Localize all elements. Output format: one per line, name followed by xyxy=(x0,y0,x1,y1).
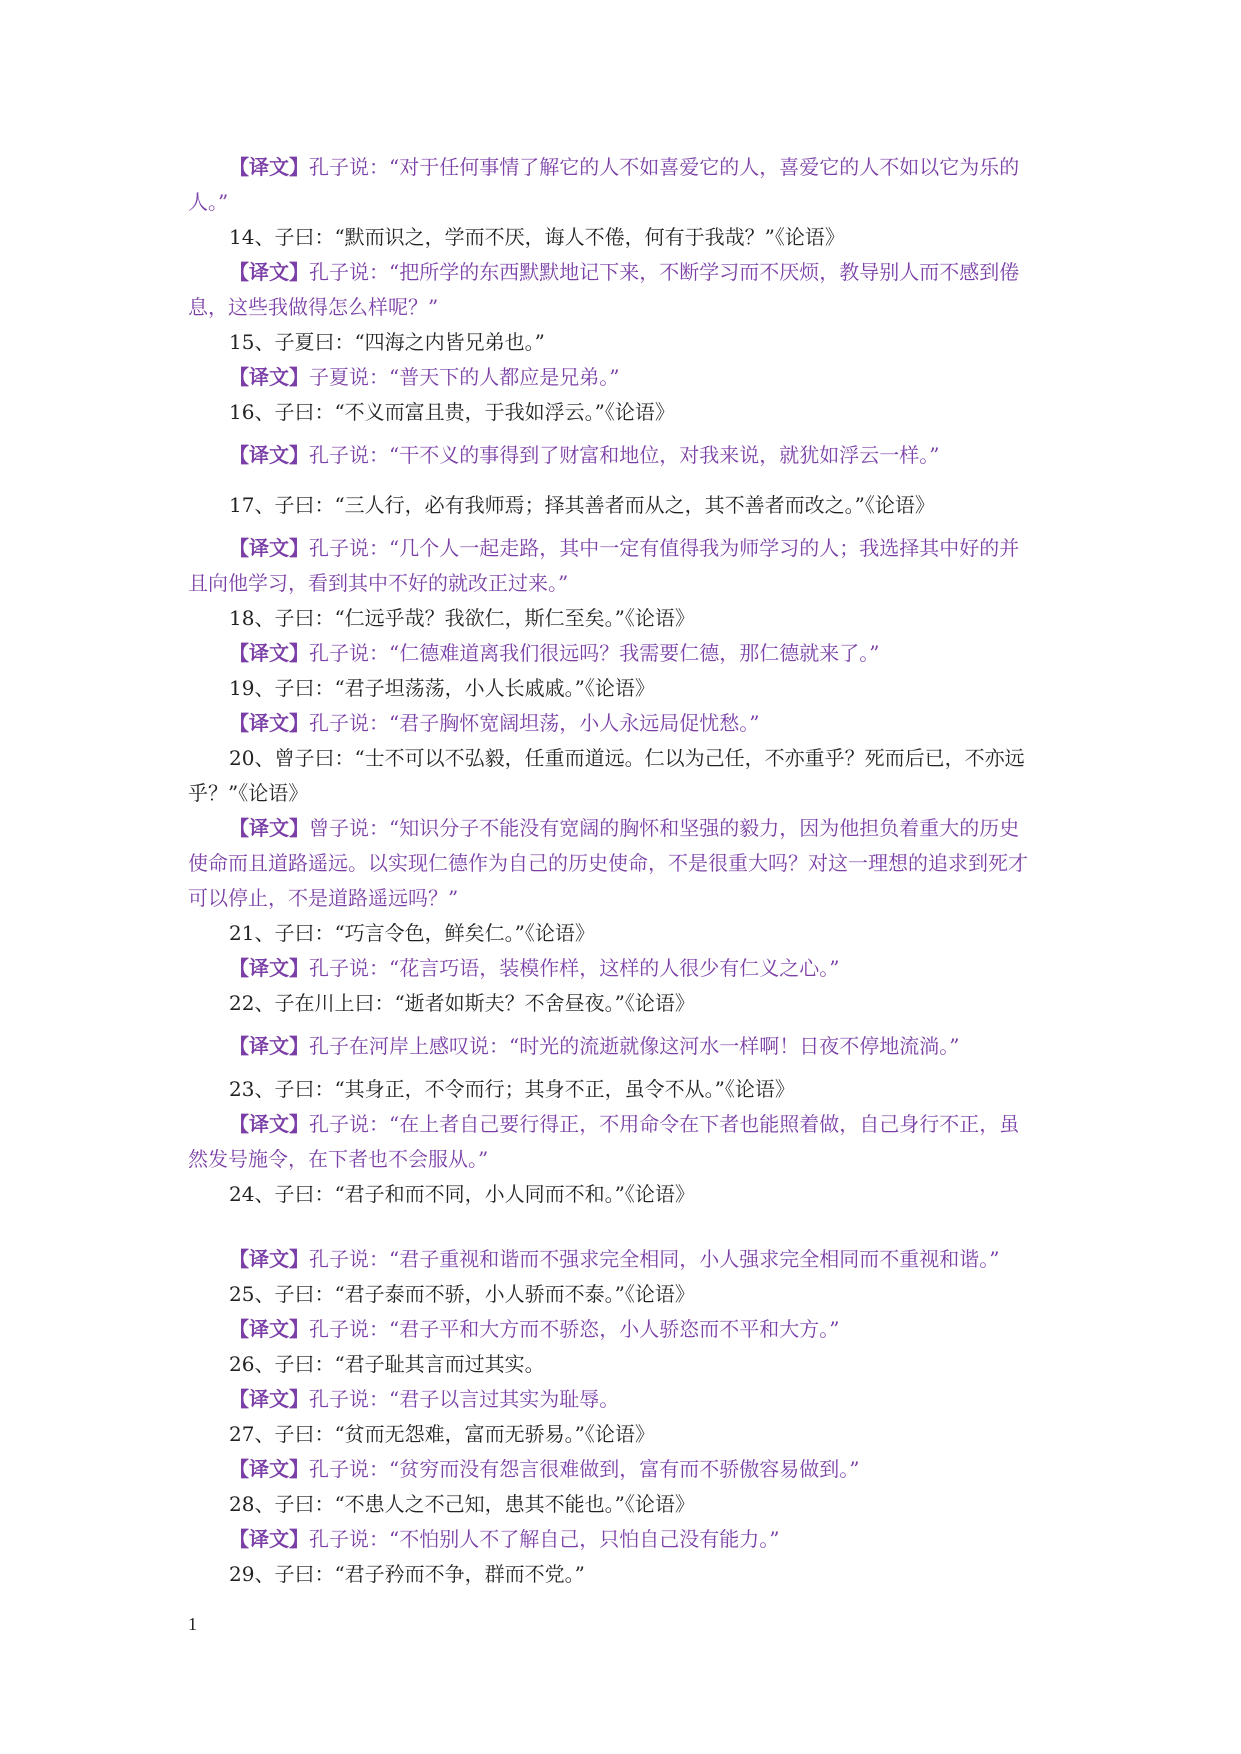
translation-line: 然发号施令，在下者也不会服从。” xyxy=(188,1147,489,1171)
original-line: 29、子曰：“君子矜而不争，群而不党。” xyxy=(229,1562,585,1586)
translation-line: 人。” xyxy=(188,190,229,214)
original-line: 14、子曰：“默而识之，学而不厌，诲人不倦，何有于我哉？”《论语》 xyxy=(229,225,845,249)
original-line: 乎？”《论语》 xyxy=(188,781,309,805)
translation-line: 【译文】子夏说：“普天下的人都应是兄弟。” xyxy=(229,365,620,389)
translation-line: 【译文】孔子在河岸上感叹说：“时光的流逝就像这河水一样啊！日夜不停地流淌。” xyxy=(229,1034,960,1058)
translation-line: 【译文】孔子说：“君子重视和谐而不强求完全相同，小人强求完全相同而不重视和谐。” xyxy=(229,1247,1000,1271)
translation-line: 且向他学习，看到其中不好的就改正过来。” xyxy=(188,571,569,595)
translation-tag: 【译文】 xyxy=(229,155,309,179)
translation-line: 【译文】孔子说：“君子胸怀宽阔坦荡，小人永远局促忧愁。” xyxy=(229,711,760,735)
original-line: 24、子曰：“君子和而不同，小人同而不和。”《论语》 xyxy=(229,1182,695,1206)
translation-tag: 【译文】 xyxy=(229,260,309,284)
translation-line: 【译文】孔子说：“贫穷而没有怨言很难做到，富有而不骄傲容易做到。” xyxy=(229,1457,860,1481)
translation-tag: 【译文】 xyxy=(229,1457,309,1481)
translation-tag: 【译文】 xyxy=(229,443,309,467)
translation-tag: 【译文】 xyxy=(229,1387,309,1411)
translation-tag: 【译文】 xyxy=(229,956,309,980)
original-line: 26、子曰：“君子耻其言而过其实。 xyxy=(229,1352,545,1376)
original-line: 18、子曰：“仁远乎哉？我欲仁，斯仁至矣。”《论语》 xyxy=(229,606,695,630)
translation-tag: 【译文】 xyxy=(229,365,309,389)
translation-tag: 【译文】 xyxy=(229,1112,309,1136)
original-line: 25、子曰：“君子泰而不骄，小人骄而不泰。”《论语》 xyxy=(229,1282,695,1306)
translation-tag: 【译文】 xyxy=(229,1247,309,1271)
translation-line: 使命而且道路遥远。以实现仁德作为自己的历史使命，不是很重大吗？对这一理想的追求到死才 xyxy=(188,851,1028,875)
translation-tag: 【译文】 xyxy=(229,641,309,665)
translation-line: 【译文】孔子说：“几个人一起走路，其中一定有值得我为师学习的人；我选择其中好的并 xyxy=(229,536,1020,560)
translation-tag: 【译文】 xyxy=(229,1034,309,1058)
page-number: 1 xyxy=(188,1614,197,1634)
translation-tag: 【译文】 xyxy=(229,711,309,735)
translation-line: 息，这些我做得怎么样呢？” xyxy=(188,295,439,319)
original-line: 21、子曰：“巧言令色，鲜矣仁。”《论语》 xyxy=(229,921,595,945)
original-line: 15、子夏曰：“四海之内皆兄弟也。” xyxy=(229,330,545,354)
original-line: 17、子曰：“三人行，必有我师焉；择其善者而从之，其不善者而改之。”《论语》 xyxy=(229,493,935,517)
translation-line: 【译文】孔子说：“对于任何事情了解它的人不如喜爱它的人，喜爱它的人不如以它为乐的 xyxy=(229,155,1020,179)
translation-line: 【译文】孔子说：“不怕别人不了解自己，只怕自己没有能力。” xyxy=(229,1527,780,1551)
translation-tag: 【译文】 xyxy=(229,536,309,560)
translation-line: 【译文】孔子说：“在上者自己要行得正，不用命令在下者也能照着做，自己身行不正，虽 xyxy=(229,1112,1020,1136)
original-line: 23、子曰：“其身正，不令而行；其身不正，虽令不从。”《论语》 xyxy=(229,1077,795,1101)
translation-line: 【译文】孔子说：“干不义的事得到了财富和地位，对我来说，就犹如浮云一样。” xyxy=(229,443,940,467)
translation-line: 【译文】孔子说：“花言巧语，装模作样，这样的人很少有仁义之心。” xyxy=(229,956,840,980)
original-line: 19、子曰：“君子坦荡荡，小人长戚戚。”《论语》 xyxy=(229,676,655,700)
translation-tag: 【译文】 xyxy=(229,1317,309,1341)
original-line: 28、子曰：“不患人之不己知，患其不能也。”《论语》 xyxy=(229,1492,695,1516)
original-line: 16、子曰：“不义而富且贵，于我如浮云。”《论语》 xyxy=(229,400,675,424)
translation-tag: 【译文】 xyxy=(229,1527,309,1551)
original-line: 20、曾子曰：“士不可以不弘毅，任重而道远。仁以为己任，不亦重乎？死而后已，不亦远 xyxy=(229,746,1025,770)
original-line: 22、子在川上曰：“逝者如斯夫？不舍昼夜。”《论语》 xyxy=(229,991,695,1015)
translation-line: 【译文】曾子说：“知识分子不能没有宽阔的胸怀和坚强的毅力，因为他担负着重大的历史 xyxy=(229,816,1020,840)
translation-tag: 【译文】 xyxy=(229,816,309,840)
translation-line: 【译文】孔子说：“君子以言过其实为耻辱。 xyxy=(229,1387,620,1411)
translation-line: 可以停止，不是道路遥远吗？” xyxy=(188,886,459,910)
translation-line: 【译文】孔子说：“仁德难道离我们很远吗？我需要仁德，那仁德就来了。” xyxy=(229,641,880,665)
original-line: 27、子曰：“贫而无怨难，富而无骄易。”《论语》 xyxy=(229,1422,655,1446)
translation-line: 【译文】孔子说：“君子平和大方而不骄恣，小人骄恣而不平和大方。” xyxy=(229,1317,840,1341)
translation-line: 【译文】孔子说：“把所学的东西默默地记下来，不断学习而不厌烦，教导别人而不感到倦 xyxy=(229,260,1020,284)
